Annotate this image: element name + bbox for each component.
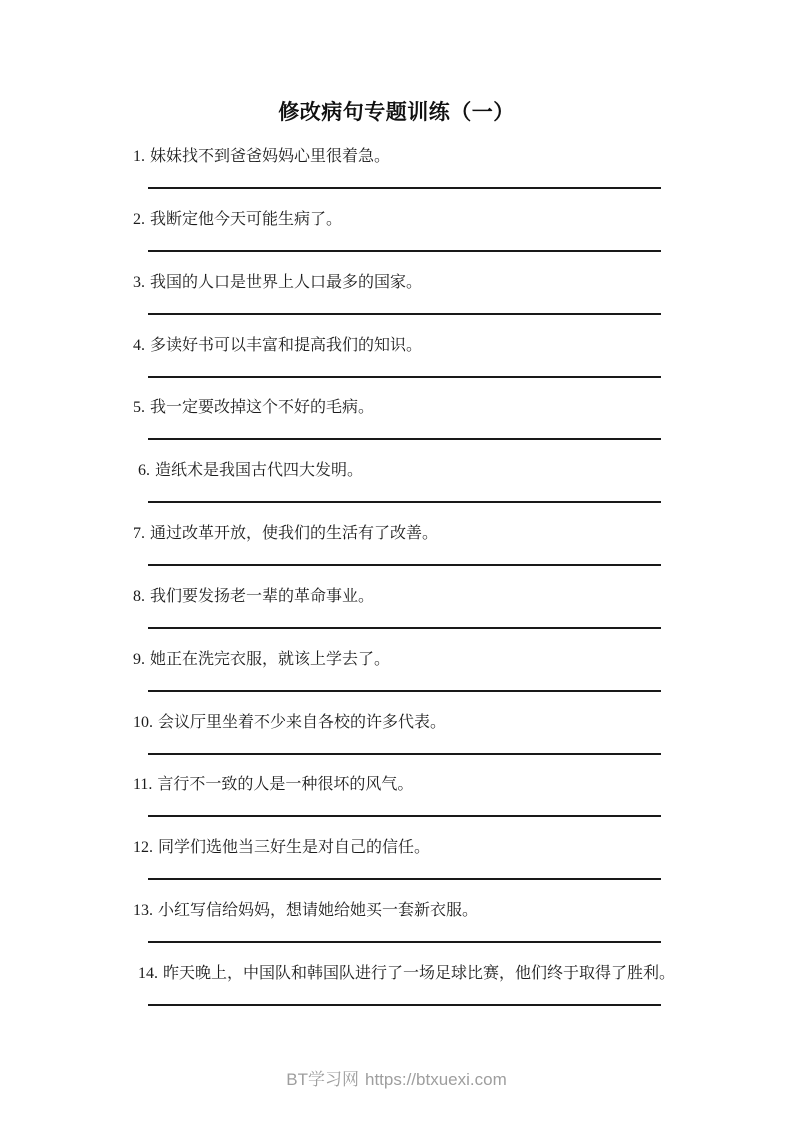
answer-blank-line — [148, 627, 661, 629]
question-sentence — [133, 963, 676, 985]
question-sentence — [133, 774, 661, 796]
question-text: 小红写信给妈妈，想请她给她买一套新衣服。 — [158, 902, 479, 920]
question-text: 她正在洗完衣服，就该上学去了。 — [150, 650, 391, 668]
question-text: 多读好书可以丰富和提高我们的知识。 — [150, 336, 423, 354]
question-item — [133, 963, 676, 1026]
watermark-url: https://btxuexi.com — [365, 1070, 507, 1089]
question-text: 我国的人口是世界上人口最多的国家。 — [150, 273, 423, 291]
question-sentence — [133, 649, 661, 671]
question-text: 妹妹找不到爸爸妈妈心里很着急。 — [150, 148, 391, 165]
question-number: 6. — [138, 462, 150, 480]
question-number: 4. — [133, 336, 145, 354]
question-number: 2. — [133, 210, 145, 228]
question-number: 5. — [133, 399, 145, 417]
question-text: 我断定他今天可能生病了。 — [150, 210, 343, 228]
question-sentence — [133, 586, 661, 608]
question-sentence — [133, 837, 661, 859]
question-item — [133, 146, 661, 209]
question-text: 言行不一致的人是一种很坏的风气。 — [157, 776, 414, 794]
answer-blank-line — [148, 753, 661, 755]
question-item — [133, 649, 661, 712]
question-sentence — [133, 460, 661, 482]
answer-blank-line — [148, 250, 661, 252]
question-item — [133, 397, 661, 460]
question-sentence — [133, 712, 661, 734]
question-number: 9. — [133, 650, 145, 668]
answer-blank-line — [148, 1004, 661, 1006]
question-item — [133, 712, 661, 775]
page-title: 修改病句专题训练（一） — [278, 101, 515, 124]
question-item — [133, 586, 661, 649]
question-list — [133, 146, 676, 1026]
question-sentence — [133, 523, 661, 545]
question-number: 8. — [133, 587, 145, 605]
question-text: 我们要发扬老一辈的革命事业。 — [150, 587, 375, 605]
watermark-site-name: BT学习网 — [286, 1070, 359, 1089]
question-item — [133, 209, 661, 272]
answer-blank-line — [148, 313, 661, 315]
answer-blank-line — [148, 376, 661, 378]
question-item — [133, 774, 661, 837]
question-text: 通过改革开放，使我们的生活有了改善。 — [150, 525, 439, 543]
question-number: 3. — [133, 273, 145, 291]
answer-blank-line — [148, 815, 661, 817]
answer-blank-line — [148, 501, 661, 503]
question-number: 13. — [133, 902, 153, 920]
question-text: 同学们选他当三好生是对自己的信任。 — [158, 839, 431, 857]
question-number: 14. — [138, 964, 158, 982]
question-item — [133, 837, 661, 900]
question-sentence — [133, 397, 661, 419]
watermark-footer — [0, 1069, 793, 1091]
answer-blank-line — [148, 878, 661, 880]
question-item — [133, 460, 661, 523]
question-number: 10. — [133, 713, 153, 731]
question-sentence — [133, 900, 661, 922]
question-sentence — [133, 272, 661, 294]
question-number: 7. — [133, 525, 145, 543]
question-sentence — [133, 146, 661, 168]
question-text: 造纸术是我国古代四大发明。 — [155, 462, 364, 480]
question-item — [133, 272, 661, 335]
answer-blank-line — [148, 564, 661, 566]
answer-blank-line — [148, 941, 661, 943]
question-sentence — [133, 335, 661, 357]
question-number: 11. — [133, 776, 153, 794]
question-text: 会议厅里坐着不少来自各校的许多代表。 — [158, 713, 447, 731]
answer-blank-line — [148, 438, 661, 440]
question-item — [133, 900, 661, 963]
question-item — [133, 523, 661, 586]
answer-blank-line — [148, 690, 661, 692]
question-text: 我一定要改掉这个不好的毛病。 — [150, 399, 375, 417]
question-sentence — [133, 209, 661, 231]
question-text: 昨天晚上，中国队和韩国队进行了一场足球比赛，他们终于取得了胜利。 — [163, 964, 676, 982]
question-number: 12. — [133, 839, 153, 857]
question-item — [133, 335, 661, 398]
question-number: 1. — [133, 148, 145, 165]
answer-blank-line — [148, 187, 661, 189]
